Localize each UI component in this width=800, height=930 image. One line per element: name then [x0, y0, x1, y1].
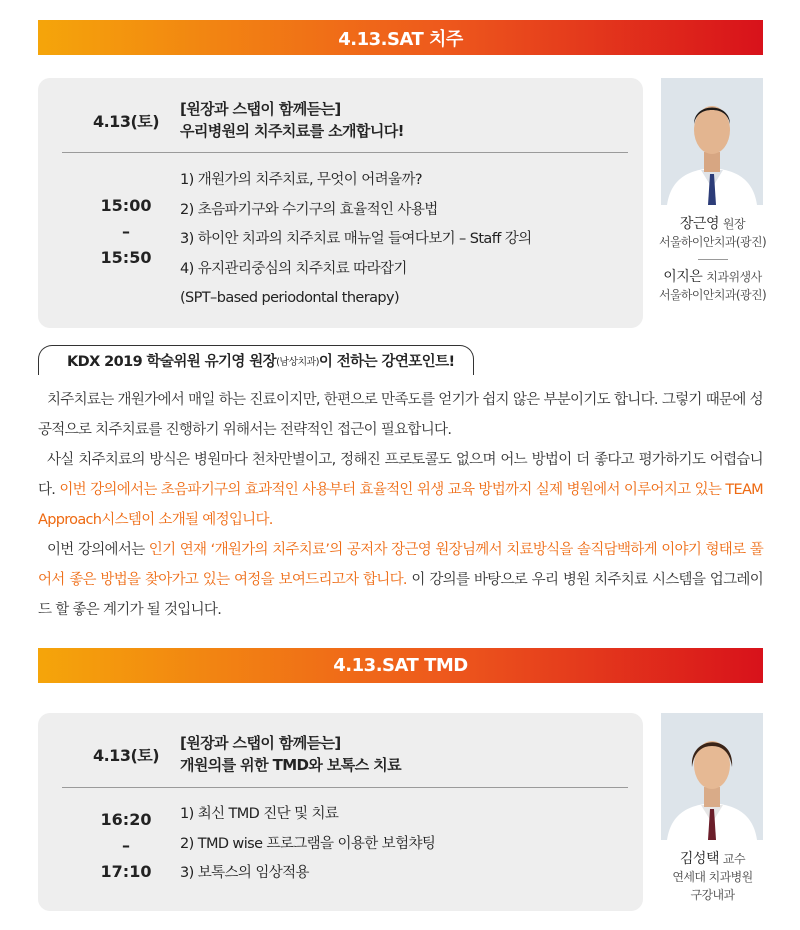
speaker3-name: 김성택	[679, 851, 719, 867]
speaker1-name: 장근영	[679, 216, 719, 232]
session1-time-end: 15:50	[100, 248, 152, 267]
keypoint-p2-highlight: 이번 강의에서는 초음파기구의 효과적인 사용부터 효율적인 위생 교육 방법까지 실제 병원에서 이루어지고 있는 TEAM Approach시스템이 소개될 예정입니다.	[38, 482, 763, 528]
session1-time-start: 15:00	[100, 196, 152, 215]
speaker1-photo	[661, 78, 763, 205]
session2-topic: 3) 보톡스의 임상적용	[180, 865, 309, 881]
session1-title-line1: [원장과 스탭이 함께듣는]	[180, 100, 341, 118]
speaker-separator	[698, 259, 728, 260]
session1-topic: 1) 개원가의 치주치료, 무엇이 어려울까?	[180, 172, 422, 188]
keypoint-p3-highlight: 인기 연재 ‘개원가의 치주치료’의 공저자 장근영 원장님께서 치료방식을 솔직담백하게 이야기 형태로 풀어서 좋은 방법을 찾아가고 있는 여정을 보여드리고자 합니다.	[38, 542, 764, 588]
speaker3-photo	[661, 713, 763, 840]
speaker3-role: 교수	[722, 852, 746, 866]
session2-title-line2: 개원의를 위한 TMD와 보톡스 치료	[180, 756, 401, 774]
session1-topic: 4) 유지관리중심의 치주치료 따라잡기	[180, 260, 407, 277]
session2-card	[38, 713, 643, 911]
session2-title-line1: [원장과 스탭이 함께듣는]	[180, 734, 341, 752]
speaker3-affiliation-2: 구강내과	[690, 888, 735, 902]
keypoint-title-main: KDX 2019 학술위원 유기영 원장	[67, 354, 277, 370]
keypoint-p2-text: 사실 치주치료의 방식은 병원마다 천차만별이고, 정해진 프로토콜도 없으며 어느 방법이 더 좋다고 평가하기도 어렵습니다.	[38, 452, 763, 498]
speaker2-affiliation: 서울하이안치과(광진)	[658, 288, 767, 302]
session2-divider	[62, 787, 628, 788]
session2-time-start: 16:20	[100, 810, 152, 829]
session2-topic-list	[180, 800, 435, 889]
keypoint-paragraph-2	[38, 445, 763, 535]
session2-title	[180, 732, 401, 776]
session1-time	[76, 193, 176, 271]
session1-topic: 3) 하이안 치과의 치주치료 매뉴얼 들여다보기 – Staff 강의	[180, 231, 532, 247]
keypoint-title-tail: 이 전하는 강연포인트!	[318, 354, 455, 370]
keypoint-paragraph-3	[38, 535, 763, 625]
keypoint-title-clinic: (남상치과)	[276, 357, 319, 368]
speaker1-info	[645, 213, 780, 304]
session1-time-dash: –	[122, 222, 130, 241]
keypoint-p3-text: 이번 강의에서는	[47, 542, 149, 558]
session2-time	[76, 807, 176, 885]
speaker2-name-line	[645, 266, 780, 286]
keypoint-title	[38, 345, 474, 375]
keypoint-body	[38, 385, 763, 625]
speaker3-name-line	[645, 848, 780, 868]
speaker1-role: 원장	[722, 217, 746, 231]
keypoint-paragraph-1: 치주치료는 개원가에서 매일 하는 진료이지만, 한편으로 만족도를 얻기가 쉽지 않은 부분이기도 합니다. 그렇기 때문에 성공적으로 치주치료를 진행하기 위해서는 전략적인 접근이 필요합니다.	[38, 392, 763, 438]
speaker1-affiliation: 서울하이안치과(광진)	[658, 235, 767, 249]
speaker1-portrait-icon	[661, 78, 763, 205]
session2-date: 4.13(토)	[92, 746, 160, 765]
speaker1-name-line	[645, 213, 780, 233]
speaker2-name: 이지은	[663, 269, 703, 285]
keypoint-p3-text-end: 이 강의를 바탕으로 우리 병원 치주치료 시스템을 업그레이드 할 좋은 계기가 될 것입니다.	[38, 572, 764, 618]
session2-topic: 2) TMD wise 프로그램을 이용한 보험챠팅	[180, 835, 436, 852]
session1-title-line2: 우리병원의 치주치료를 소개합니다!	[180, 122, 404, 140]
speaker3-portrait-icon	[661, 713, 763, 840]
session1-divider	[62, 152, 628, 153]
session1-banner: 4.13.SAT 치주	[38, 20, 763, 55]
session1-card	[38, 78, 643, 328]
speaker3-info	[645, 848, 780, 904]
session2-time-end: 17:10	[100, 862, 152, 881]
session1-topic: (SPT–based periodontal therapy)	[180, 290, 400, 306]
session2-banner: 4.13.SAT TMD	[38, 648, 763, 683]
session2-time-dash: –	[122, 836, 130, 855]
speaker2-role: 치과위생사	[706, 270, 762, 284]
session1-date: 4.13(토)	[92, 112, 160, 131]
session1-title	[180, 98, 404, 142]
session1-topic: 2) 초음파기구와 수기구의 효율적인 사용법	[180, 201, 438, 218]
session2-topic: 1) 최신 TMD 진단 및 치료	[180, 806, 339, 822]
session1-topic-list	[180, 166, 532, 314]
speaker3-affiliation-1: 연세대 치과병원	[672, 870, 753, 884]
